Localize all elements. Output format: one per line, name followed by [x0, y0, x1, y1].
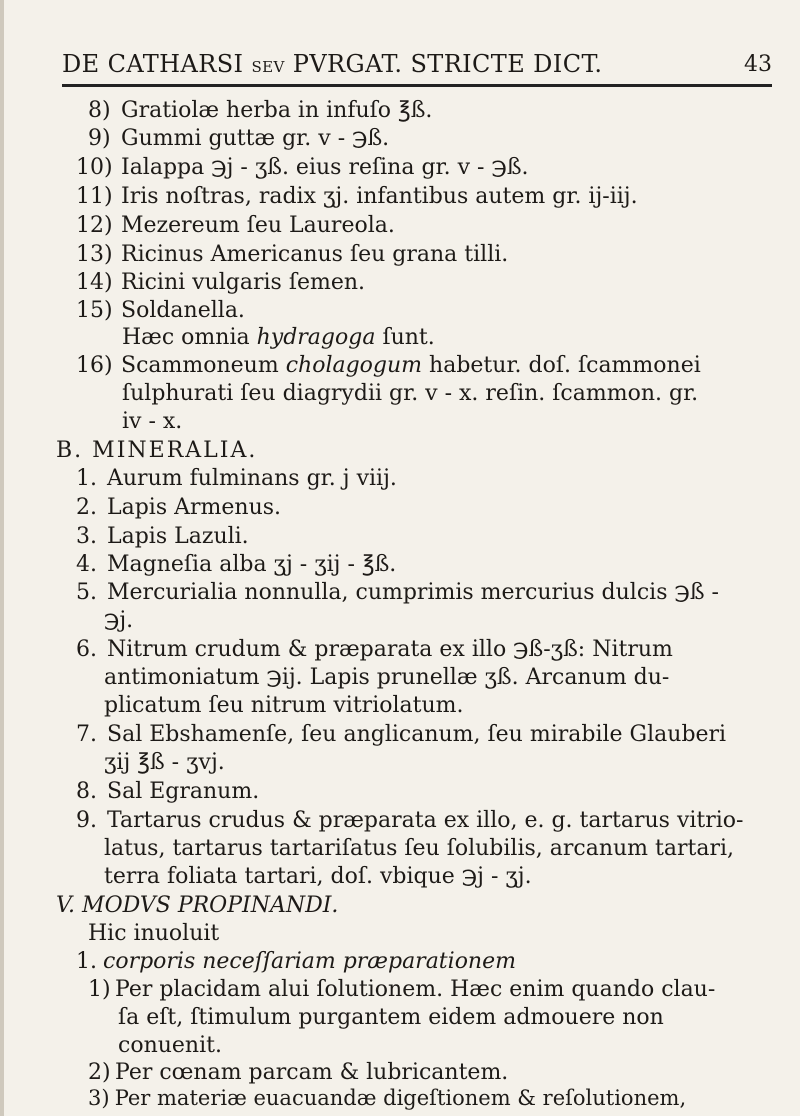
item-text-end: habetur. doſ. ſcammonei [422, 353, 701, 378]
item-text: Mezereum ſeu Laureola. [121, 213, 395, 238]
page-gutter-edge [0, 0, 4, 1116]
section-title: MODVS PROPINANDI. [82, 893, 339, 918]
item-text: Gummi guttæ gr. v - ℈ß. [121, 126, 390, 151]
item-text: Sal Ebshamenſe, ſeu anglicanum, ſeu mirabile Glauberi [107, 722, 727, 747]
mineral-item [76, 466, 397, 492]
item-text: Gratiolæ herba in infuſo ℥ß. [121, 98, 433, 123]
item-continuation: ℈j. [104, 608, 134, 633]
item-continuation: antimoniatum ℈ij. Lapis prunellæ ʒß. Arcanum du- [104, 665, 670, 690]
item-number: 3) [88, 1086, 110, 1110]
list-item [76, 242, 508, 268]
item-number: 4. [76, 552, 97, 577]
item-number: 1. [76, 949, 97, 974]
note-italic-term: hydragoga [256, 325, 376, 350]
item-text: Per placidam alui ſolutionem. Hæc enim quando clau- [115, 977, 716, 1002]
mineral-item [76, 637, 673, 663]
note-text: Hæc omnia [122, 325, 257, 350]
list-item [76, 184, 638, 210]
sub-item [88, 1060, 508, 1086]
hydragoga-note [122, 325, 435, 351]
mineral-item [76, 722, 726, 748]
item-text: Magneſia alba ʒj - ʒij - ℥ß. [107, 552, 397, 577]
item-text: Lapis Armenus. [107, 495, 282, 520]
item-number: 9) [88, 126, 111, 151]
list-item-16 [76, 353, 701, 379]
running-title-sev: SEV [251, 58, 285, 76]
item-text: Soldanella. [121, 298, 245, 323]
item-number: 15) [76, 298, 113, 323]
item-number: 5. [76, 580, 97, 605]
sub-item [88, 1085, 686, 1111]
item-number: 14) [76, 270, 113, 295]
item-text: Ialappa ℈j - ʒß. eius reſina gr. v - ℈ß. [121, 155, 529, 180]
item-number: 12) [76, 213, 113, 238]
running-title [62, 50, 602, 78]
item-continuation: iv - x. [122, 409, 183, 434]
item-text: Scammoneum [121, 353, 286, 378]
note-text-end: ſunt. [375, 325, 435, 350]
item-number: 10) [76, 155, 113, 180]
item-continuation: plicatum ſeu nitrum vitriolatum. [104, 693, 464, 718]
page-number: 43 [744, 52, 772, 77]
mineral-item [76, 524, 249, 550]
item-text: Ricinus Americanus ſeu grana tilli. [121, 242, 509, 267]
item-continuation: latus, tartarus tartariſatus ſeu ſolubilis, arcanum tartari, [104, 836, 734, 861]
item-number: 6. [76, 637, 97, 662]
section-heading-v [56, 893, 338, 919]
list-item [76, 155, 529, 181]
item-number: 13) [76, 242, 113, 267]
mineral-item [76, 580, 719, 606]
section-label: V. [56, 893, 76, 918]
running-title-main: DE CATHARSI [62, 50, 244, 78]
section-title: MINERALIA. [92, 438, 258, 463]
section-label: B. [56, 438, 84, 463]
sub-item [88, 977, 715, 1003]
item-continuation: ſa eſt, ſtimulum purgantem eidem admouere non [118, 1005, 664, 1030]
item-number: 3. [76, 524, 97, 549]
item-italic-term: cholagogum [285, 353, 423, 378]
item-text: Nitrum crudum & præparata ex illo ℈ß-ʒß: Nitrum [107, 637, 673, 662]
header-rule [62, 84, 772, 87]
item-continuation: conuenit. [118, 1033, 222, 1058]
item-number: 2. [76, 495, 97, 520]
running-header [62, 50, 772, 90]
item-number: 1. [76, 466, 97, 491]
subsection-title: corporis neceſſariam præparationem [103, 949, 516, 974]
item-text: Ricini vulgaris ſemen. [121, 270, 366, 295]
mineral-item [76, 495, 281, 521]
item-text: Sal Egranum. [107, 779, 260, 804]
item-number: 1) [88, 977, 111, 1002]
mineral-item [76, 552, 396, 578]
item-text: Tartarus crudus & præparata ex illo, e. g. tartarus vitrio- [107, 808, 744, 833]
item-text: Iris noſtras, radix ʒj. infantibus autem gr. ij-iij. [121, 184, 638, 209]
item-text: Aurum fulminans gr. j viij. [107, 466, 397, 491]
item-number: 11) [76, 184, 113, 209]
item-number: 9. [76, 808, 97, 833]
list-item [88, 98, 432, 124]
item-text: Per cœnam parcam & lubricantem. [115, 1060, 509, 1085]
list-item [76, 213, 395, 239]
item-number: 8. [76, 779, 97, 804]
item-continuation: terra foliata tartari, doſ. vbique ℈j - ʒj. [104, 864, 532, 889]
subsection-heading [76, 949, 516, 975]
item-text: Mercurialia nonnulla, cumprimis mercurius dulcis ℈ß - [107, 580, 719, 605]
item-number: 8) [88, 98, 111, 123]
list-item [76, 270, 365, 296]
list-item [88, 126, 389, 152]
item-text: Per materiæ euacuandæ digeſtionem & reſolutionem, [114, 1086, 687, 1110]
item-number: 2) [88, 1060, 111, 1085]
item-number: 16) [76, 353, 113, 378]
item-continuation: ʒij ℥ß - ʒvj. [104, 750, 225, 775]
running-title-rest: PVRGAT. STRICTE DICT. [292, 50, 603, 78]
item-continuation: ſulphurati ſeu diagrydii gr. v - x. reſin. ſcammon. gr. [122, 381, 699, 406]
item-text: Lapis Lazuli. [107, 524, 249, 549]
mineral-item [76, 808, 743, 834]
list-item [76, 298, 245, 324]
intro-line: Hic inuoluit [88, 921, 220, 946]
item-number: 7. [76, 722, 97, 747]
mineral-item [76, 779, 259, 805]
section-heading-b [56, 438, 257, 464]
